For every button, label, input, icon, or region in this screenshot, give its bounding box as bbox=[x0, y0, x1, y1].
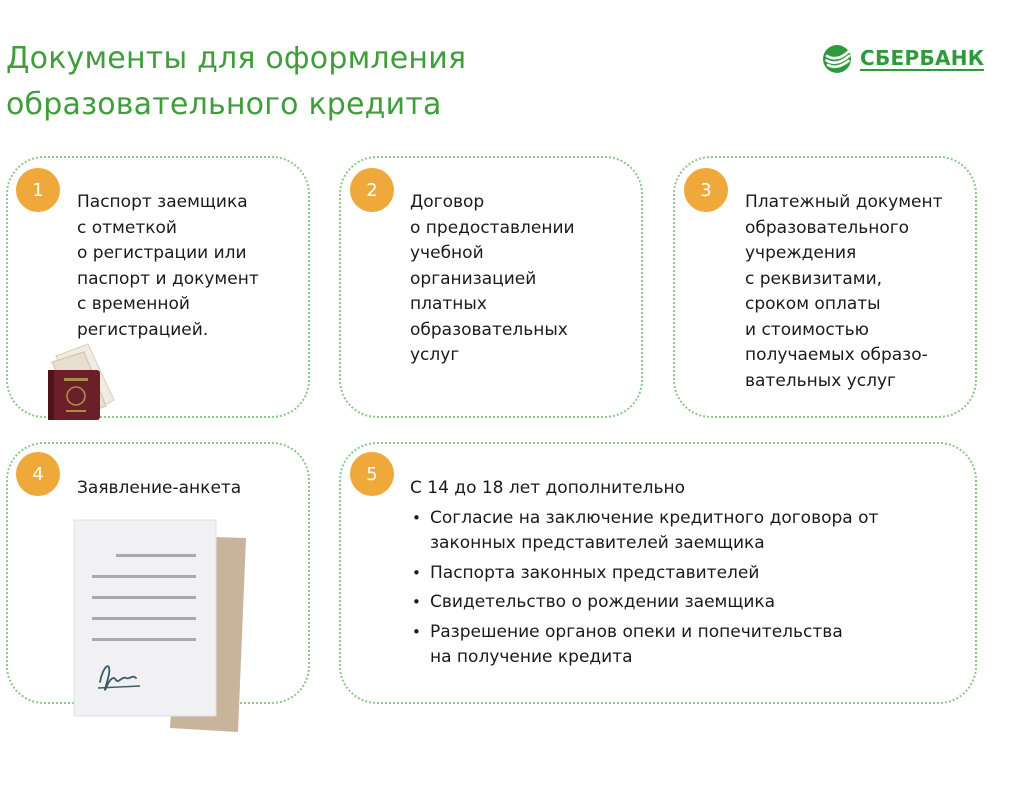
card-4-text bbox=[77, 476, 241, 502]
card-4-line: Заявление-анкета bbox=[77, 478, 242, 498]
card-3-line: вательных услуг bbox=[745, 370, 896, 391]
bullet-line: на получение кредита bbox=[430, 647, 633, 667]
card-3-text bbox=[745, 190, 943, 394]
bullet-line: законных представителей заемщика bbox=[430, 533, 765, 553]
card-3-line: учреждения bbox=[745, 243, 857, 263]
card-2-line: учебной bbox=[410, 243, 484, 263]
card-1-line: регистрацией. bbox=[77, 319, 209, 340]
card-3-line: образовательного bbox=[745, 217, 910, 238]
card-1-number-badge: 1 bbox=[16, 168, 60, 212]
bullet-item bbox=[410, 561, 878, 587]
card-1-line: о регистрации или bbox=[77, 243, 247, 263]
page-title bbox=[6, 36, 466, 128]
card-4-number-badge: 4 bbox=[16, 452, 60, 496]
card-2-line: услуг bbox=[410, 345, 460, 365]
card-1-line: с отметкой bbox=[77, 217, 177, 238]
card-2-line: образовательных bbox=[410, 319, 568, 340]
page-title-line-1: Документы для оформления bbox=[6, 41, 467, 76]
card-5-heading: С 14 до 18 лет дополнительно bbox=[410, 478, 685, 498]
passport-icon bbox=[44, 342, 120, 420]
card-3-line: с реквизитами, bbox=[745, 268, 883, 289]
card-3-number-badge: 3 bbox=[684, 168, 728, 212]
card-3-line: и стоимостью bbox=[745, 319, 869, 340]
card-2-line: организацией bbox=[410, 268, 537, 289]
card-2-line: платных bbox=[410, 294, 487, 314]
card-5-number-badge: 5 bbox=[350, 452, 394, 496]
sberbank-logo-text: СБЕРБАНК bbox=[860, 46, 985, 70]
page-title-line-2: образовательного кредита bbox=[6, 87, 442, 122]
card-1-line: с временной bbox=[77, 294, 190, 314]
card-1-line: Паспорт заемщика bbox=[77, 192, 248, 212]
bullet-item bbox=[410, 506, 878, 557]
bullet-line: • Паспорта законных представителей bbox=[430, 562, 760, 583]
card-2-line: Договор bbox=[410, 192, 485, 212]
card-5-bullet-list bbox=[410, 506, 878, 671]
card-3-line: получаемых образо- bbox=[745, 345, 928, 365]
sberbank-logo-icon bbox=[822, 44, 852, 74]
card-5-text bbox=[410, 476, 878, 675]
card-2-number-badge: 2 bbox=[350, 168, 394, 212]
sberbank-logo bbox=[822, 44, 984, 74]
card-2-text bbox=[410, 190, 575, 369]
card-1-line: паспорт и документ bbox=[77, 268, 259, 289]
bullet-line: • Согласие на заключение кредитного договора от bbox=[430, 507, 879, 528]
bullet-line: • Свидетельство о рождении заемщика bbox=[430, 592, 776, 612]
card-3-line: сроком оплаты bbox=[745, 294, 881, 314]
card-3-line: Платежный документ bbox=[745, 192, 943, 212]
bullet-item bbox=[410, 590, 878, 616]
bullet-line: • Разрешение органов опеки и попечительства bbox=[430, 621, 843, 642]
document-form-icon bbox=[70, 518, 252, 734]
bullet-item bbox=[410, 620, 878, 671]
card-1-text bbox=[77, 190, 259, 343]
card-2-line: о предоставлении bbox=[410, 217, 575, 238]
